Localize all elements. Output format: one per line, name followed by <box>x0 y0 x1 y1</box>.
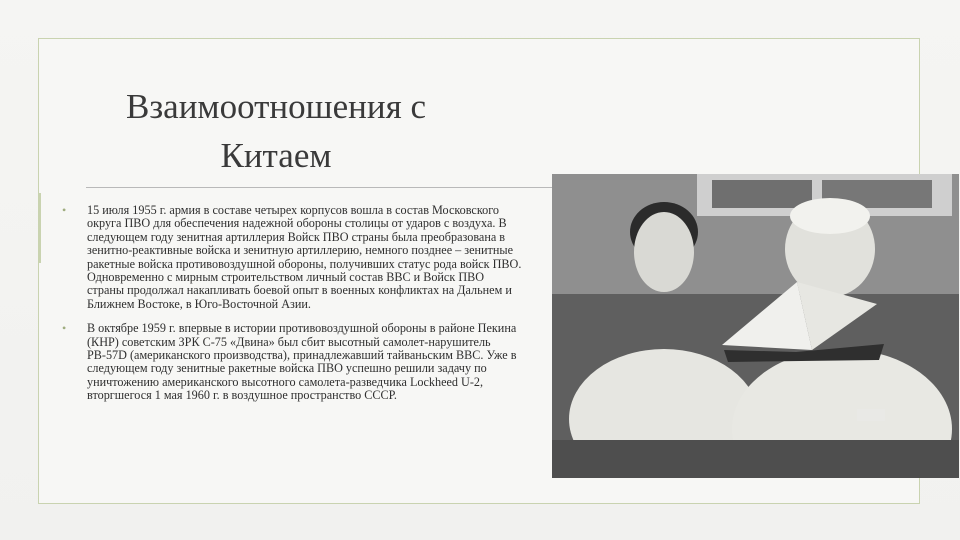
bullet-list <box>62 204 524 414</box>
slide-title-line-2: Китаем <box>220 136 332 175</box>
bullet-icon: • <box>62 321 67 336</box>
bullet-text: В октябре 1959 г. впервые в истории противовоздушной обороны в районе Пекина (КНР) советским ЗРК С-75 «Двина» был сбит высотный самолет-нарушитель РВ-57D (американского производства), принадлежавший тайваньским ВВС. Уже в следующем году зенитные ракетные войска ПВО успешно решили задачу по уничтожению американского высотного самолета-разведчика Lockheed U-2, вторгшегося 1 мая 1960 г. в воздушное пространство СССР. <box>87 321 517 403</box>
left-accent-bar <box>38 193 41 263</box>
photo-illustration <box>552 174 959 478</box>
slide-title-line-1: Взаимоотношения с <box>126 87 426 126</box>
title-underline <box>86 187 556 188</box>
historical-photo <box>552 174 959 478</box>
bullet-item <box>62 204 524 311</box>
bullet-item <box>62 322 524 402</box>
bullet-icon: • <box>62 203 67 217</box>
bullet-text: 15 июля 1955 г. армия в составе четырех корпусов вошла в состав Московского округа ПВО для обеспечения надежной обороны столицы от ударов с воздуха. В следующем году зенитная артиллерия Войск ПВО страны была преобразована в зенитно-реактивные войска и зенитную артиллерию, немного позднее – зенитные ракетные войска противовоздушной обороны, получивших статус рода войск ПВО. Одновременно с мирным строительством личный состав ВВС и Войск ПВО страны продолжал накапливать боевой опыт в военных конфликтах на Дальнем и Ближнем Востоке, в Юго-Восточной Азии. <box>87 203 522 311</box>
slide-title <box>96 82 456 180</box>
